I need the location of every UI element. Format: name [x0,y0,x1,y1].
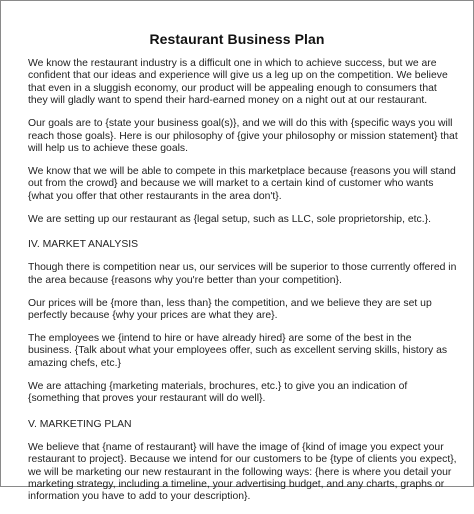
competition-paragraph: We know that we will be able to compete in this marketplace because {reasons you will stand out from the crowd} and because we will market to a certain kind of customer who wants {what you offer that other restaurants in the area don't}. [28,166,456,202]
competition-services-paragraph: Though there is competition near us, our services will be superior to those currently offered in the area because {reasons why you're better than your competition}. [28,262,457,286]
document-title: Restaurant Business Plan [149,31,325,47]
legal-setup-paragraph: We are setting up our restaurant as {legal setup, such as LLC, sole proprietorship, etc.}. [28,213,431,225]
marketing-paragraph: We believe that {name of restaurant} will have the image of {kind of image you expect your restaurant to project}. Because we intend for our customers to be {type of clients you expect}, we will be marketing our new restaurant in the following ways: {here is where you detail your marketing strategy, including a timeline, your advertising budget, and any charts, graphs or information you have to add to your description}. [28,441,457,503]
document-body [28,58,458,514]
goals-paragraph: Our goals are to {state your business goal(s)}, and we will do this with {specific ways you will reach those goals}. Here is our philosophy of {give your philosophy or mission statement} that will help us to achieve these goals. [28,118,458,155]
market-analysis-heading: IV. MARKET ANALYSIS [28,239,139,251]
pricing-paragraph: Our prices will be {more than, less than} the competition, and we believe they are set up perfectly because {why your prices are what they are}. [28,297,432,322]
attachments-paragraph: We are attaching {marketing materials, brochures, etc.} to give you an indication of {something that proves your restaurant will do well}. [28,380,408,405]
marketing-plan-heading: V. MARKETING PLAN [28,418,132,430]
intro-paragraph: We know the restaurant industry is a difficult one in which to achieve success, but we are confident that our ideas and experience will give us a leg up on the competition. We believe that even in a sluggish economy, our product will be appealing enough to consumers that they will gladly want to spend their hard-earned money on a night out at our restaurant. [28,58,448,107]
employees-paragraph: The employees we {intend to hire or have already hired} are some of the best in the business. {Talk about what your employees offer, such as excellent serving skills, history as amazing chefs, etc.} [28,333,448,369]
